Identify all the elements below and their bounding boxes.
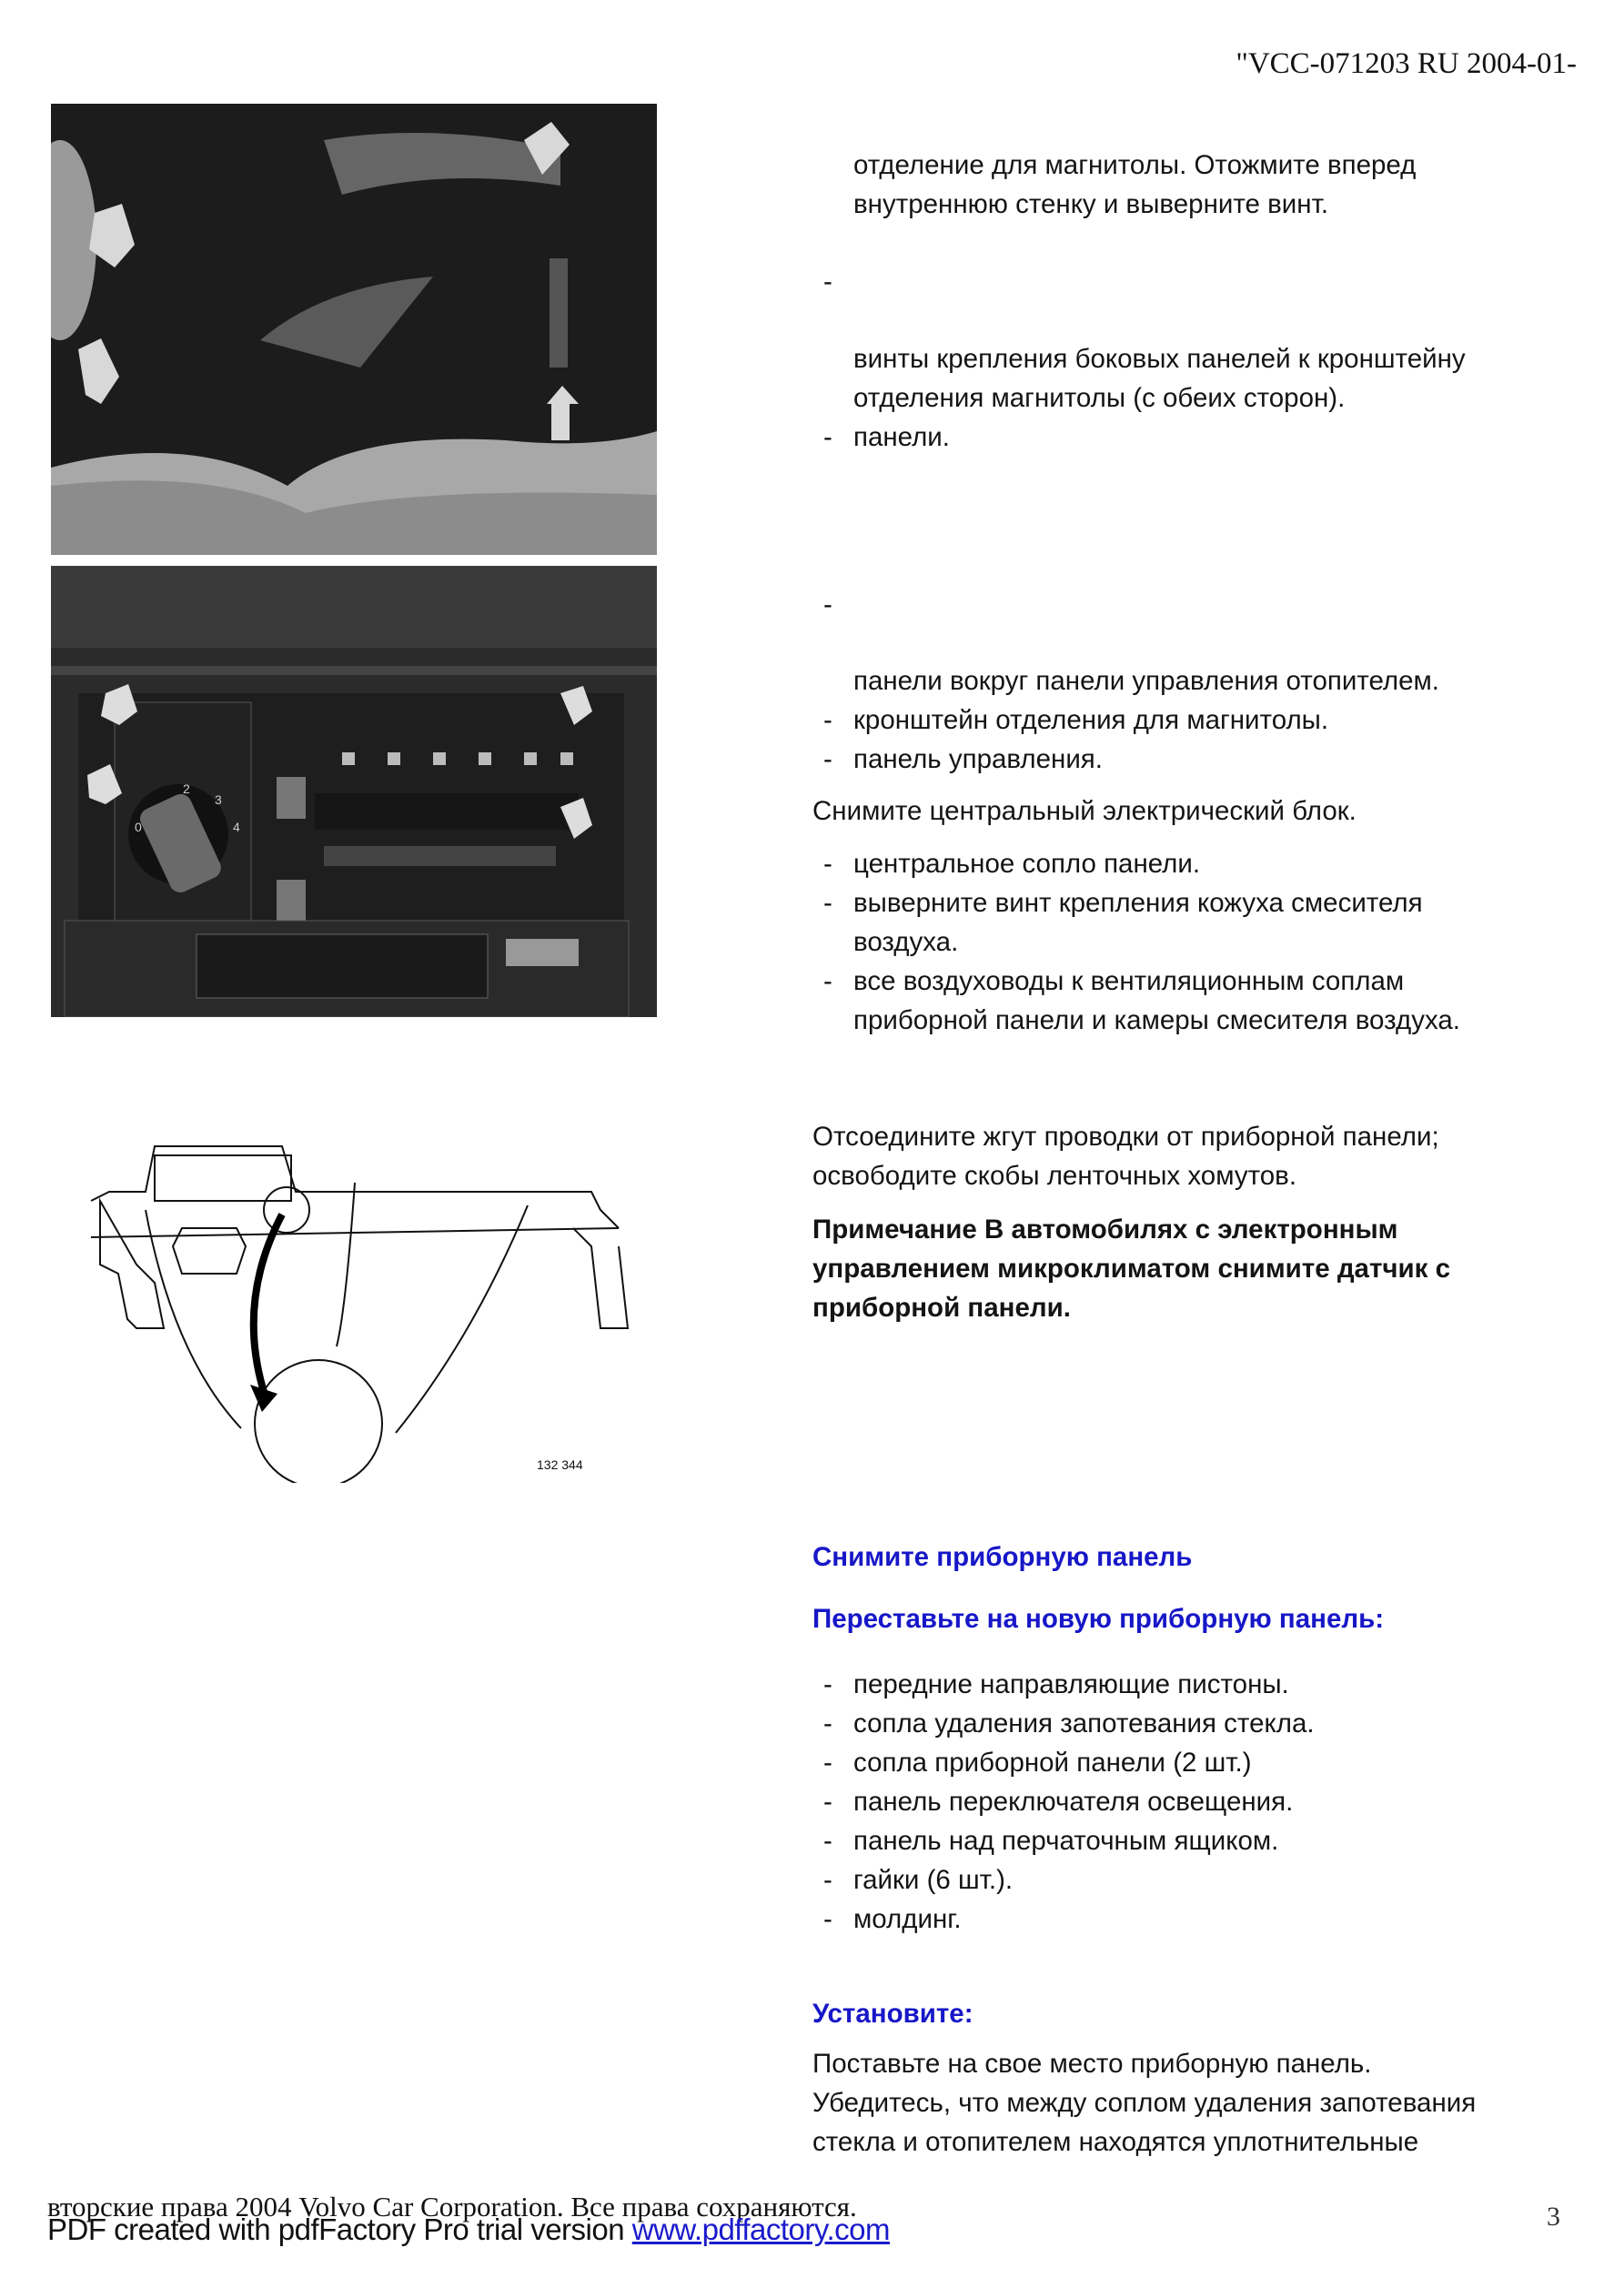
- photo-side-panels-image: [51, 104, 657, 555]
- dash-bullet: -: [823, 705, 832, 735]
- block2-item-panels: панели.: [853, 422, 950, 452]
- dashboard-wiring-diagram: [82, 1128, 637, 1483]
- transfer-item: сопла удаления запотевания стекла.: [853, 1708, 1315, 1739]
- dash-bullet: -: [823, 590, 832, 620]
- dash-bullet: -: [823, 1748, 832, 1778]
- block4-item-cont: воздуха.: [853, 927, 959, 957]
- install-line2: Убедитесь, что между соплом удаления запотевания: [812, 2088, 1477, 2118]
- dash-bullet: -: [823, 1826, 832, 1856]
- install-line1: Поставьте на свое место приборную панель.: [812, 2049, 1372, 2079]
- footer-pdf-prefix: PDF created with pdfFactory Pro trial version: [47, 2212, 632, 2246]
- block5-line1: Отсоедините жгут проводки от приборной панели;: [812, 1122, 1439, 1152]
- note-line1: Примечание В автомобилях с электронным: [812, 1215, 1398, 1245]
- document-reference: "VCC-071203 RU 2004-01-: [1236, 47, 1577, 80]
- dash-bullet: -: [823, 267, 832, 297]
- heading-install: Установите:: [812, 1999, 973, 2029]
- page-number: 3: [1547, 2202, 1560, 2232]
- dash-bullet: -: [823, 966, 832, 996]
- pdffactory-link[interactable]: www.pdffactory.com: [631, 2212, 890, 2246]
- transfer-item: гайки (6 шт.).: [853, 1865, 1014, 1895]
- block4-item: центральное сопло панели.: [853, 849, 1201, 879]
- transfer-item: панель над перчаточным ящиком.: [853, 1826, 1279, 1856]
- photo-heater-control-panel-image: [51, 566, 657, 1017]
- block3-line1: панели вокруг панели управления отопителем.: [853, 666, 1440, 696]
- transfer-item: панель переключателя освещения.: [853, 1787, 1294, 1817]
- svg-text:4: 4: [233, 820, 240, 834]
- dashboard-wiring-diagram-image: [82, 1128, 637, 1483]
- block2-line1: винты крепления боковых панелей к кронштейну: [853, 344, 1466, 374]
- block5-line2: освободите скобы ленточных хомутов.: [812, 1161, 1297, 1191]
- block3-item: панель управления.: [853, 744, 1103, 774]
- block2-line2: отделения магнитолы (с обеих сторон).: [853, 383, 1346, 413]
- note-line2: управлением микроклиматом снимите датчик с: [812, 1254, 1451, 1284]
- block4-item-cont: приборной панели и камеры смесителя воздуха.: [853, 1005, 1460, 1035]
- heading-remove-dashboard: Снимите приборную панель: [812, 1542, 1193, 1572]
- transfer-item: молдинг.: [853, 1904, 962, 1934]
- dash-bullet: -: [823, 1865, 832, 1895]
- dash-bullet: -: [823, 1669, 832, 1699]
- dash-bullet: -: [823, 849, 832, 879]
- heading-transfer-parts: Переставьте на новую приборную панель:: [812, 1604, 1385, 1634]
- block1-line2: внутреннюю стенку и выверните винт.: [853, 189, 1329, 219]
- transfer-item: сопла приборной панели (2 шт.): [853, 1748, 1252, 1778]
- photo-heater-control-panel: [51, 566, 657, 1017]
- dash-bullet: -: [823, 1904, 832, 1934]
- transfer-item: передние направляющие пистоны.: [853, 1669, 1289, 1699]
- dash-bullet: -: [823, 1708, 832, 1739]
- svg-text:0: 0: [135, 820, 142, 834]
- dash-bullet: -: [823, 888, 832, 918]
- install-line3: стекла и отопителем находятся уплотнительные: [812, 2127, 1419, 2157]
- svg-text:3: 3: [215, 792, 222, 807]
- block4-item: выверните винт крепления кожуха смесителя: [853, 888, 1423, 918]
- footer-pdf-notice: [47, 2212, 890, 2247]
- note-line3: приборной панели.: [812, 1293, 1071, 1323]
- dash-bullet: -: [823, 422, 832, 452]
- diagram-ref-number: 132 344: [537, 1457, 583, 1472]
- block1-line1: отделение для магнитолы. Отожмите вперед: [853, 150, 1417, 180]
- central-block-instruction: Снимите центральный электрический блок.: [812, 796, 1357, 826]
- block3-item: кронштейн отделения для магнитолы.: [853, 705, 1329, 735]
- photo-side-panels: [51, 104, 657, 555]
- block4-item: все воздуховоды к вентиляционным соплам: [853, 966, 1405, 996]
- svg-text:2: 2: [183, 781, 190, 796]
- dash-bullet: -: [823, 1787, 832, 1817]
- footer-copyright: вторские права 2004 Volvo Car Corporation. Все права сохраняются.: [47, 2191, 857, 2222]
- dash-bullet: -: [823, 744, 832, 774]
